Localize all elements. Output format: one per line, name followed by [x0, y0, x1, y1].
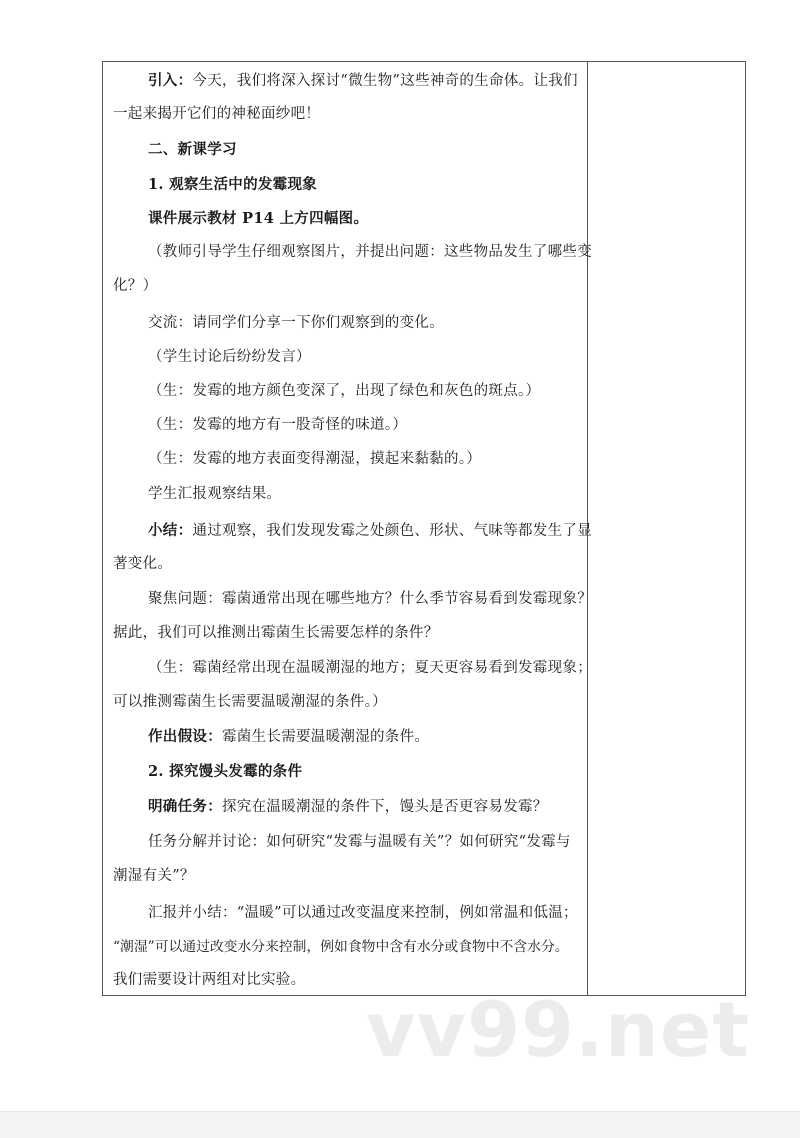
- paragraph-line: 明确任务：探究在温暖潮湿的条件下，馒头是否更容易发霉？: [148, 798, 548, 815]
- paragraph-line: 聚焦问题：霉菌通常出现在哪些地方？什么季节容易看到发霉现象？: [148, 591, 592, 607]
- paragraph-line: （教师引导学生仔细观察图片，并提出问题：这些物品发生了哪些变: [148, 244, 592, 260]
- subsection-heading: 1. 观察生活中的发霉现象: [148, 176, 318, 193]
- paragraph-line: 汇报并小结：“温暖”可以通过改变温度来控制，例如常温和低温；: [148, 905, 578, 921]
- paragraph-line: （生：发霉的地方有一股奇怪的味道。）: [148, 417, 408, 433]
- paragraph-line: （生：霉菌经常出现在温暖潮湿的地方；夏天更容易看到发霉现象；: [148, 660, 592, 676]
- paragraph-line: 著变化。: [113, 556, 173, 572]
- paragraph-line: 作出假设：霉菌生长需要温暖潮湿的条件。: [148, 728, 430, 745]
- paragraph-line: 可以推测霉菌生长需要温暖潮湿的条件。）: [113, 694, 387, 710]
- paragraph-line: 化？）: [113, 278, 158, 294]
- viewer-bottom-bar: [0, 1111, 800, 1138]
- paragraph-line: 任务分解并讨论：如何研究“发霉与温暖有关”？如何研究“发霉与: [148, 834, 571, 850]
- paragraph-line: 学生汇报观察结果。: [148, 486, 282, 502]
- paragraph-line: （生：发霉的地方表面变得潮湿，摸起来黏黏的。）: [148, 451, 482, 467]
- paragraph-line: 课件展示教材 P14 上方四幅图。: [148, 210, 369, 227]
- subsection-heading: 2. 探究馒头发霉的条件: [148, 763, 303, 780]
- paragraph-line: （生：发霉的地方颜色变深了，出现了绿色和灰色的斑点。）: [148, 383, 541, 399]
- site-watermark: vv99.net: [366, 985, 750, 1074]
- paragraph-line: “潮湿”可以通过改变水分来控制，例如食物中含有水分或食物中不含水分。: [113, 939, 569, 955]
- paragraph-line: 交流：请同学们分享一下你们观察到的变化。: [148, 315, 444, 331]
- paragraph-line: 据此，我们可以推测出霉菌生长需要怎样的条件？: [113, 625, 439, 641]
- paragraph-line: 小结：通过观察，我们发现发霉之处颜色、形状、气味等都发生了显: [148, 522, 593, 539]
- paragraph-line: 引入：今天，我们将深入探讨“微生物”这些神奇的生命体。让我们: [148, 72, 578, 89]
- paragraph-line: 潮湿有关”？: [113, 868, 195, 884]
- lesson-content-cell: [103, 61, 593, 995]
- paragraph-line: （学生讨论后纷纷发言）: [148, 349, 311, 365]
- paragraph-line: 一起来揭开它们的神秘面纱吧！: [113, 106, 321, 122]
- paragraph-line: 我们需要设计两组对比实验。: [113, 972, 306, 988]
- section-heading: 二、新课学习: [148, 141, 237, 158]
